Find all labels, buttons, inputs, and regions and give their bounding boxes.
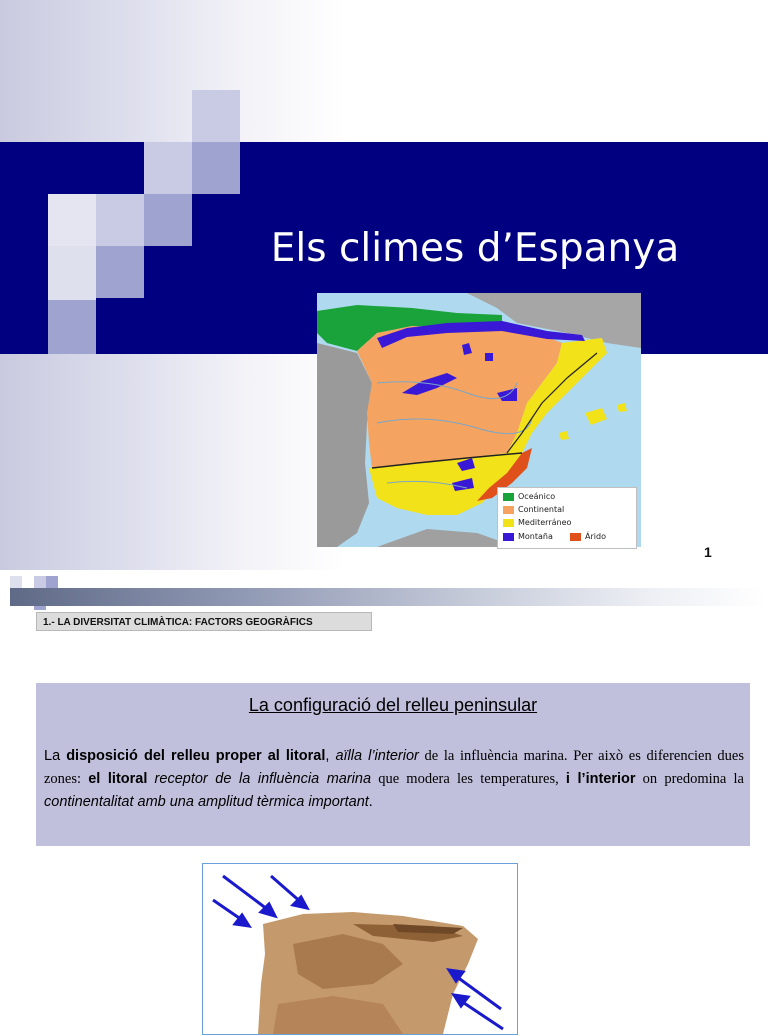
relief-map-image <box>203 864 517 1034</box>
content-slide <box>0 570 768 1024</box>
section-label: 1.- LA DIVERSITAT CLIMÀTICA: FACTORS GEOGRÀFICS <box>36 612 372 631</box>
explanation-box <box>36 683 750 846</box>
legend-swatch-mediterranean <box>503 519 514 527</box>
box-title: La configuració del relleu peninsular <box>248 695 538 715</box>
text-run <box>147 771 154 787</box>
header-strip <box>10 588 768 606</box>
legend-item: Montaña <box>503 532 553 541</box>
page-number: 1 <box>704 544 712 560</box>
legend-item: Continental <box>503 505 564 514</box>
text-run: La <box>44 748 67 764</box>
legend-swatch-continental <box>503 506 514 514</box>
text-run-italic: receptor de la influència marina <box>154 771 372 787</box>
map-legend <box>497 487 637 549</box>
text-run-bold: i l’interior <box>565 771 636 787</box>
legend-item: Árido <box>570 532 606 541</box>
text-run-italic: aïlla l’interior <box>335 748 419 764</box>
legend-item: Oceánico <box>503 492 555 501</box>
text-run-bold: disposició del relleu proper al litoral <box>66 748 326 764</box>
text-run: , <box>325 748 336 764</box>
explanation-paragraph <box>44 745 744 814</box>
slide-title: Els climes d’Espanya <box>270 226 680 271</box>
text-run: on predomina la <box>635 771 744 787</box>
text-run: que modera les temperatures, <box>371 771 566 787</box>
legend-swatch-oceanic <box>503 493 514 501</box>
legend-swatch-arid <box>570 533 581 541</box>
text-run-bold: el litoral <box>88 771 148 787</box>
text-run: . <box>368 794 373 810</box>
text-run-italic: continentalitat amb una amplitud tèrmica important <box>44 794 369 810</box>
legend-swatch-mountain <box>503 533 514 541</box>
relief-map <box>202 863 518 1035</box>
legend-item: Mediterráneo <box>503 518 571 527</box>
text-run: de la influència marina. Per això es diferencien dues zones: <box>44 748 744 787</box>
